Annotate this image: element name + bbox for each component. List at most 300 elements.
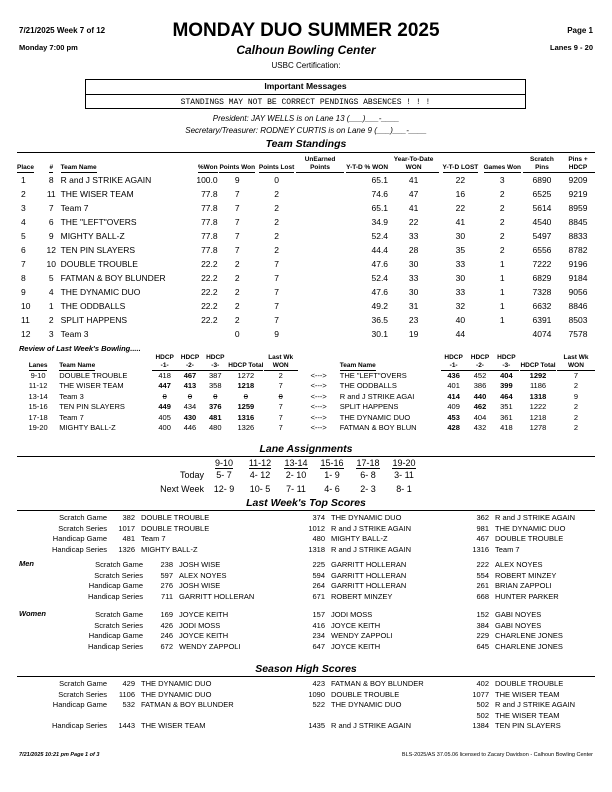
lanes-cell: 6- 8	[360, 470, 376, 481]
standings-cell: 9	[274, 328, 279, 339]
score-cell: 672	[160, 641, 173, 651]
standings-cell: 2	[234, 286, 240, 297]
standings-cell: 23	[408, 314, 419, 325]
review-header-label: HDCP -2-	[177, 354, 202, 371]
score-cell: 169	[160, 610, 173, 619]
score-cell: JOYCE KEITH	[331, 620, 381, 630]
score-cell: 423	[312, 679, 325, 688]
standings-cell: 77.8	[201, 202, 218, 213]
standings-cell: 7	[274, 258, 279, 269]
score-cell: Handicap Game	[88, 581, 143, 591]
standings-cell: 8782	[568, 244, 588, 255]
standings-cell: 31	[408, 300, 419, 311]
score-cell: JOSH WISE	[179, 581, 221, 591]
standings-header-label: Scratch Pins	[523, 156, 561, 173]
standings-cell: 8959	[568, 202, 588, 213]
standings-header-cell	[482, 156, 523, 173]
standings-cell: 6391	[532, 314, 552, 325]
usbc-certification: USBC Certification:	[271, 61, 341, 70]
review-cell: 1186	[529, 381, 547, 391]
score-cell: 671	[312, 591, 325, 601]
review-header-label: HDCP -3-	[203, 354, 228, 371]
score-cell: 594	[312, 570, 325, 580]
score-cell: ROBERT MINZEY	[495, 570, 557, 580]
review-cell: 0	[243, 391, 248, 401]
messages-body: STANDINGS MAY NOT BE CORRECT PENDINGS ABSENCES ! ! !	[180, 97, 431, 107]
review-cell: 1272	[237, 370, 255, 380]
score-cell: 597	[160, 570, 173, 580]
score-cell: ALEX NOYES	[179, 570, 227, 580]
secretary-line: Secretary/Treasurer: RODNEY CURTIS is on Lane 9 (___)___-____	[185, 126, 427, 135]
standings-cell: 30.1	[371, 328, 389, 339]
standings-cell: 16	[455, 188, 466, 199]
footer-timestamp: 7/21/2025 10:21 pm Page 1 of 3	[19, 752, 100, 758]
score-cell: DOUBLE TROUBLE	[141, 513, 210, 522]
review-header-label: Team Name	[339, 361, 376, 369]
score-row	[17, 571, 595, 582]
standings-title-rule	[17, 152, 595, 153]
review-row	[17, 381, 595, 392]
score-cell: Scratch Series	[58, 689, 107, 699]
standings-cell: Team 7	[60, 202, 89, 213]
review-cell: 7	[278, 402, 283, 412]
standings-cell: 2	[234, 300, 240, 311]
score-cell: 1012	[308, 523, 325, 533]
standings-cell: 7578	[568, 328, 588, 339]
standings-cell: 2	[234, 272, 240, 283]
standings-header-label: Team Name	[60, 163, 97, 171]
score-cell: GARRITT HOLLERAN	[179, 591, 255, 601]
standings-row	[17, 257, 595, 271]
standings-header-label: Points Lost	[258, 163, 295, 171]
review-cell: 0	[187, 391, 193, 401]
standings-cell: 100.0	[196, 174, 218, 185]
standings-cell: 1	[48, 300, 54, 311]
lanes-row	[136, 468, 422, 482]
standings-cell: 7	[274, 272, 279, 283]
lanes-header-cell	[350, 458, 386, 468]
lanes-header-cell	[278, 458, 314, 468]
score-cell: THE WISER TEAM	[495, 689, 560, 699]
standings-cell: 22.2	[201, 286, 218, 297]
standings-cell: 4540	[532, 216, 552, 227]
review-header-cell	[203, 354, 228, 371]
standings-cell: 22	[455, 202, 466, 213]
review-cell: R and J STRIKE AGAI	[339, 391, 415, 401]
standings-cell: THE ODDBALLS	[60, 300, 126, 311]
standings-row	[17, 313, 595, 327]
standings-cell	[482, 327, 523, 341]
review-cell: 432	[473, 423, 487, 433]
standings-cell: 7	[234, 188, 240, 199]
review-header-cell	[228, 354, 264, 371]
standings-cell: 6829	[532, 272, 552, 283]
review-cell: 387	[209, 370, 222, 380]
lane-assignments-rule	[17, 456, 595, 457]
standings-cell: 2	[274, 202, 279, 213]
standings-cell: 2	[499, 230, 505, 241]
standings-cell: 6525	[532, 188, 552, 199]
review-cell: 1278	[529, 423, 547, 433]
score-cell: THE DYNAMIC DUO	[141, 679, 212, 688]
review-cell: 2	[573, 412, 579, 422]
lanes-row	[136, 482, 422, 496]
score-cell: 426	[160, 620, 173, 630]
messages-title: Important Messages	[264, 81, 347, 91]
standings-cell: 8	[21, 272, 26, 283]
review-cell: 7	[278, 423, 283, 433]
score-cell: GABI NOYES	[495, 610, 542, 619]
review-cell: 413	[183, 381, 197, 391]
standings-cell	[296, 173, 344, 187]
score-row	[17, 679, 595, 690]
score-cell: 1090	[308, 689, 325, 699]
score-row	[17, 545, 595, 556]
review-cell: FATMAN & BOY BLUN	[339, 423, 417, 433]
score-cell: 152	[476, 610, 489, 619]
standings-row	[17, 243, 595, 257]
score-cell: DOUBLE TROUBLE	[141, 523, 210, 533]
standings-cell: MIGHTY BALL-Z	[60, 230, 125, 241]
review-row	[17, 392, 595, 403]
review-header-label: HDCP -1-	[441, 354, 466, 371]
top-scores-title: Last Week's Top Scores	[246, 497, 366, 509]
review-cell: 418	[500, 423, 513, 433]
score-cell: 1077	[472, 689, 489, 699]
score-cell: DOUBLE TROUBLE	[331, 689, 400, 699]
standings-header-label: Points Won	[219, 163, 256, 171]
review-cell: 358	[209, 381, 222, 391]
review-cell: <--->	[310, 381, 327, 391]
standings-cell	[296, 215, 344, 229]
standings-cell: 8	[48, 174, 54, 185]
standings-header-label: Year-To-Date WON	[388, 156, 439, 173]
standings-header-label: Games Won	[483, 163, 522, 171]
score-cell: ROBERT MINZEY	[331, 591, 393, 601]
score-cell: THE DYNAMIC DUO	[141, 689, 212, 699]
score-cell: 645	[476, 641, 489, 651]
review-cell: 15-16	[28, 402, 48, 412]
review-header-cell	[177, 354, 202, 371]
score-cell: 382	[122, 513, 135, 522]
score-cell: 647	[312, 641, 325, 651]
review-cell: 434	[183, 402, 197, 412]
standings-cell: THE DYNAMIC DUO	[60, 286, 141, 297]
standings-cell: 30	[455, 230, 466, 241]
review-header-cell	[519, 354, 557, 371]
score-cell: 374	[312, 513, 325, 522]
standings-cell: 10	[21, 300, 31, 311]
standings-row	[17, 201, 595, 215]
lanes-header-cell	[206, 458, 242, 468]
review-row	[17, 413, 595, 424]
standings-cell: 65.1	[371, 174, 389, 185]
score-cell	[135, 711, 299, 722]
standings-cell: 2	[48, 314, 54, 325]
review-cell: 11-12	[28, 381, 48, 391]
lanes-cell: 2- 10	[285, 470, 307, 481]
lanes-header-label: 9-10	[214, 458, 233, 468]
standings-cell: 6632	[532, 300, 552, 311]
standings-row	[17, 215, 595, 229]
review-header-cell	[494, 354, 519, 371]
score-row	[17, 642, 595, 653]
score-cell: 467	[476, 534, 489, 544]
standings-cell: 8503	[568, 314, 588, 325]
review-cell: 1218	[529, 412, 547, 422]
score-cell: R and J STRIKE AGAIN	[495, 700, 576, 710]
page-number: Page 1	[567, 26, 593, 35]
standings-cell: 9184	[568, 272, 588, 283]
standings-cell: 44	[455, 328, 466, 339]
standings-header-cell	[439, 156, 482, 173]
season-high-title: Season High Scores	[255, 663, 357, 675]
standings-cell: 6	[21, 244, 26, 255]
review-cell: 9-10	[30, 370, 46, 380]
review-cell: 386	[473, 381, 487, 391]
score-cell: MIGHTY BALL-Z	[141, 544, 198, 554]
standings-cell: 1	[21, 174, 26, 185]
lanes-cell: 2- 3	[360, 484, 376, 495]
review-cell: 480	[209, 423, 222, 433]
score-cell: 429	[122, 679, 135, 688]
review-cell: 13-14	[28, 391, 48, 401]
review-cell: 9	[573, 391, 579, 401]
lanes-header-spacer	[136, 458, 206, 468]
lanes-cell: 10- 5	[249, 484, 271, 495]
score-cell: Handicap Series	[51, 544, 107, 554]
score-cell: TEN PIN SLAYERS	[495, 721, 561, 731]
score-cell: 532	[122, 700, 135, 710]
review-cell: <--->	[310, 402, 327, 412]
review-cell: 449	[158, 402, 171, 412]
score-cell: 522	[312, 700, 325, 710]
score-row	[17, 700, 595, 711]
standings-cell: 9	[234, 174, 240, 185]
standings-cell: 12	[46, 244, 56, 255]
score-cell: 554	[476, 570, 489, 580]
review-cell: MIGHTY BALL-Z	[59, 423, 116, 433]
top-scores-women-table	[17, 610, 595, 652]
review-cell: 440	[473, 391, 487, 401]
review-header-cell	[441, 354, 466, 371]
standings-row	[17, 187, 595, 201]
score-cell: Team 7	[495, 544, 520, 554]
standings-cell: 33	[408, 272, 419, 283]
review-header-label: Last Wk WON	[264, 354, 298, 371]
standings-header-cell	[178, 156, 217, 173]
review-cell: 1222	[529, 402, 547, 412]
standings-cell: 41	[408, 202, 419, 213]
standings-cell: 11	[46, 188, 56, 199]
review-cell: 446	[183, 423, 197, 433]
standings-row	[17, 271, 595, 285]
standings-cell: 19	[408, 328, 419, 339]
standings-cell: 77.8	[201, 230, 218, 241]
score-cell: JODI MOSS	[331, 610, 373, 619]
standings-cell: 2	[499, 188, 505, 199]
review-header-label: Lanes	[28, 361, 48, 369]
score-cell: DOUBLE TROUBLE	[495, 534, 564, 544]
review-cell: 2	[278, 370, 283, 380]
score-cell: R and J STRIKE AGAIN	[331, 721, 412, 731]
score-cell: Scratch Game	[59, 679, 107, 688]
lanes-header-label: 15-16	[320, 458, 344, 468]
standings-cell: 1	[499, 300, 505, 311]
review-cell: 452	[473, 370, 487, 380]
review-cell: 399	[500, 381, 513, 391]
score-cell: 1435	[308, 721, 325, 731]
lanes-cell: 4- 6	[324, 484, 340, 495]
standings-cell: 9056	[568, 286, 588, 297]
review-cell: 2	[573, 423, 579, 433]
score-cell: 362	[476, 513, 489, 522]
standings-cell: 3	[499, 174, 505, 185]
score-cell: 502	[476, 700, 489, 710]
review-cell: 428	[447, 423, 460, 433]
standings-header-label: %Won	[197, 163, 218, 171]
review-row	[17, 423, 595, 434]
review-cell: Team 7	[59, 412, 84, 422]
review-cell: 351	[500, 402, 513, 412]
league-title: MONDAY DUO SUMMER 2025	[172, 20, 440, 41]
season-high-rule	[17, 676, 595, 677]
review-cell: 404	[500, 370, 513, 380]
standings-cell: 2	[274, 188, 279, 199]
review-title: Review of Last Week's Bowling.....	[19, 344, 141, 353]
lanes-header-label: 19-20	[392, 458, 416, 468]
standings-cell: FATMAN & BOY BLUNDER	[60, 272, 166, 283]
review-header-cell	[298, 354, 340, 371]
standings-cell: 47	[408, 188, 419, 199]
standings-cell	[296, 313, 344, 327]
top-scores-teams-table	[17, 513, 595, 555]
standings-cell: 35	[455, 244, 466, 255]
score-row	[17, 721, 595, 732]
review-cell: SPLIT HAPPENS	[339, 402, 399, 412]
lanes-cell: 1- 9	[324, 470, 340, 481]
review-cell: <--->	[310, 412, 327, 422]
review-header-label: Team Name	[59, 361, 96, 369]
standings-cell: 52.4	[371, 272, 389, 283]
score-cell: ALEX NOYES	[495, 560, 543, 569]
review-cell: 404	[473, 412, 487, 422]
score-cell: THE DYNAMIC DUO	[331, 513, 402, 522]
score-row	[17, 524, 595, 535]
review-cell: THE WISER TEAM	[59, 381, 124, 391]
standings-cell: 30	[408, 258, 419, 269]
review-cell: 1316	[237, 412, 255, 422]
review-cell: 19-20	[28, 423, 48, 433]
score-cell: Scratch Series	[94, 620, 143, 630]
review-cell: THE "LEFT"OVERS	[339, 370, 407, 380]
score-cell: 234	[312, 631, 325, 641]
review-cell: 462	[473, 402, 487, 412]
score-cell: DOUBLE TROUBLE	[495, 679, 564, 688]
standings-cell	[296, 243, 344, 257]
standings-cell: 65.1	[371, 202, 389, 213]
review-cell: 481	[209, 412, 222, 422]
score-row	[17, 534, 595, 545]
review-cell: <--->	[310, 391, 327, 401]
standings-row	[17, 173, 595, 187]
lanes-cell: 7- 11	[286, 484, 306, 495]
review-header-cell	[59, 354, 152, 371]
score-cell: 222	[476, 560, 489, 569]
score-cell: Scratch Game	[59, 513, 107, 522]
score-cell: 668	[476, 591, 489, 601]
review-cell: 401	[447, 381, 460, 391]
standings-cell: 22.2	[201, 314, 218, 325]
standings-row	[17, 229, 595, 243]
review-header-label: HDCP Total	[228, 361, 264, 369]
review-cell: DOUBLE TROUBLE	[59, 370, 128, 380]
standings-header-label: Y-T-D LOST	[442, 163, 479, 171]
standings-cell: 33	[455, 258, 466, 269]
standings-cell: 7	[274, 314, 279, 325]
score-cell: GARRITT HOLLERAN	[331, 570, 407, 580]
score-cell: 416	[312, 620, 325, 630]
review-cell: 361	[500, 412, 513, 422]
score-cell: THE WISER TEAM	[495, 710, 560, 720]
lanes-header-label: 13-14	[284, 458, 308, 468]
review-cell: 464	[500, 391, 513, 401]
score-row	[17, 592, 595, 603]
review-cell: 405	[158, 412, 171, 422]
review-header-cell	[340, 354, 441, 371]
score-cell: 276	[160, 581, 173, 591]
standings-cell: 7	[234, 216, 240, 227]
score-row	[17, 513, 595, 524]
review-cell: 436	[447, 370, 460, 380]
standings-cell: 7	[274, 300, 279, 311]
score-cell: CHARLENE JONES	[495, 631, 563, 641]
standings-cell: 52.4	[371, 230, 389, 241]
score-cell: Scratch Game	[95, 610, 143, 619]
score-cell	[325, 711, 463, 722]
standings-cell: 0	[274, 174, 279, 185]
standings-table	[17, 156, 595, 341]
score-cell: 264	[312, 581, 325, 591]
review-cell: 409	[447, 402, 460, 412]
standings-cell: 5614	[532, 202, 552, 213]
score-cell: Handicap Series	[51, 721, 107, 731]
standings-cell: 74.6	[371, 188, 389, 199]
footer-license: BLS-2025/AS 37.05.06 licensed to Zacary Davidson - Calhoun Bowling Center	[401, 752, 593, 758]
standings-cell: 40	[455, 314, 466, 325]
score-cell	[107, 711, 135, 722]
standings-header-label: #	[49, 163, 54, 171]
standings-cell: 2	[499, 202, 505, 213]
review-cell: 418	[158, 370, 171, 380]
standings-header-cell	[388, 156, 439, 173]
standings-cell: 0	[234, 328, 240, 339]
standings-cell: 7	[234, 244, 240, 255]
standings-cell: 77.8	[201, 188, 218, 199]
standings-cell: 7	[234, 202, 240, 213]
lanes-header-label: 17-18	[356, 458, 380, 468]
score-cell: Handicap Game	[52, 700, 107, 710]
standings-cell: 1	[499, 272, 505, 283]
review-cell: 376	[209, 402, 222, 412]
standings-cell: 1	[499, 258, 505, 269]
review-cell: <--->	[310, 423, 327, 433]
score-row	[17, 560, 595, 571]
standings-cell: 2	[499, 216, 505, 227]
review-cell: 17-18	[28, 412, 48, 422]
standings-row	[17, 285, 595, 299]
lanes-row-label: Today	[179, 470, 204, 481]
